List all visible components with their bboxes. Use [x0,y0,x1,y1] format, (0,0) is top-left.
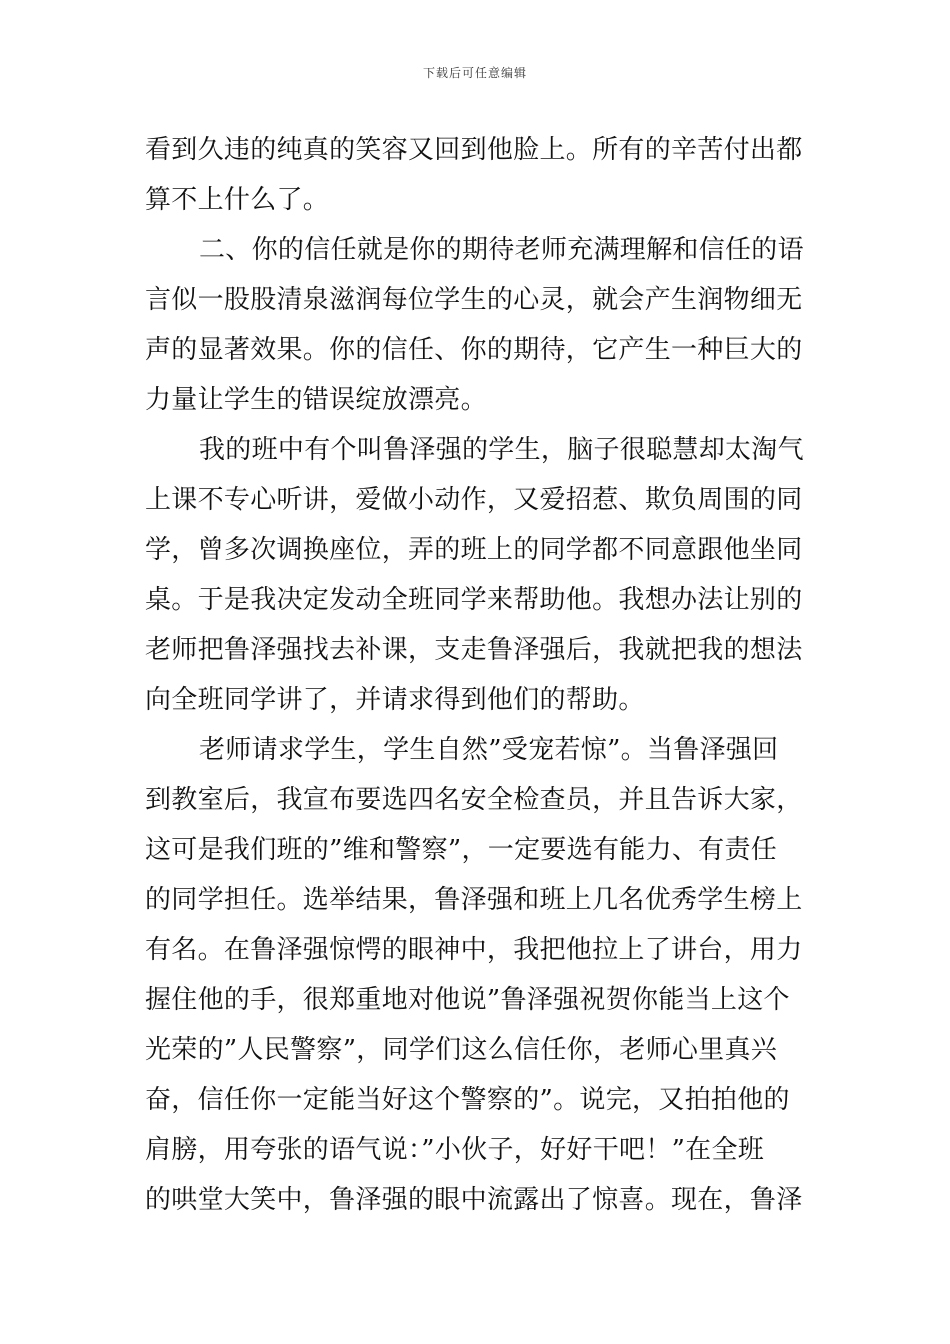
text-line: 老师把鲁泽强找去补课，支走鲁泽强后，我就把我的想法 [145,635,803,665]
text-line: 老师请求学生，学生自然”受宠若惊”。当鲁泽强回 [199,735,779,765]
text-line: 声的显著效果。你的信任、你的期待，它产生一种巨大的 [145,335,803,365]
text-line: 奋，信任你一定能当好这个警察的”。说完，又拍拍他的 [145,1085,790,1115]
text-line: 学，曾多次调换座位，弄的班上的同学都不同意跟他坐同 [145,535,803,565]
text-line: 桌。于是我决定发动全班同学来帮助他。我想办法让别的 [145,585,803,615]
text-line: 上课不专心听讲，爱做小动作，又爱招惹、欺负周围的同 [145,485,803,515]
text-line: 光荣的”人民警察”，同学们这么信任你，老师心里真兴 [145,1035,778,1065]
document-body [145,125,815,1225]
text-line: 肩膀，用夸张的语气说：”小伙子，好好干吧！”在全班 [145,1135,765,1165]
text-line: 有名。在鲁泽强惊愕的眼神中，我把他拉上了讲台，用力 [145,935,803,965]
text-line: 这可是我们班的”维和警察”，一定要选有能力、有责任 [145,835,778,865]
text-line: 握住他的手，很郑重地对他说”鲁泽强祝贺你能当上这个 [145,985,790,1015]
text-line: 向全班同学讲了，并请求得到他们的帮助。 [145,685,645,715]
text-line: 的哄堂大笑中，鲁泽强的眼中流露出了惊喜。现在，鲁泽 [145,1185,803,1215]
text-line: 言似一股股清泉滋润每位学生的心灵，就会产生润物细无 [145,285,803,315]
text-line: 我的班中有个叫鲁泽强的学生，脑子很聪慧却太淘气 [199,435,804,465]
text-line: 二、你的信任就是你的期待老师充满理解和信任的语 [199,235,804,265]
text-line: 的同学担任。选举结果，鲁泽强和班上几名优秀学生榜上 [145,885,803,915]
text-line: 算不上什么了。 [145,185,330,215]
text-line: 力量让学生的错误绽放漂亮。 [145,385,487,415]
page-header: 下载后可任意编辑 [422,66,527,80]
text-line: 到教室后，我宣布要选四名安全检查员，并且告诉大家， [145,785,803,815]
text-line: 看到久违的纯真的笑容又回到他脸上。所有的辛苦付出都 [145,135,803,165]
